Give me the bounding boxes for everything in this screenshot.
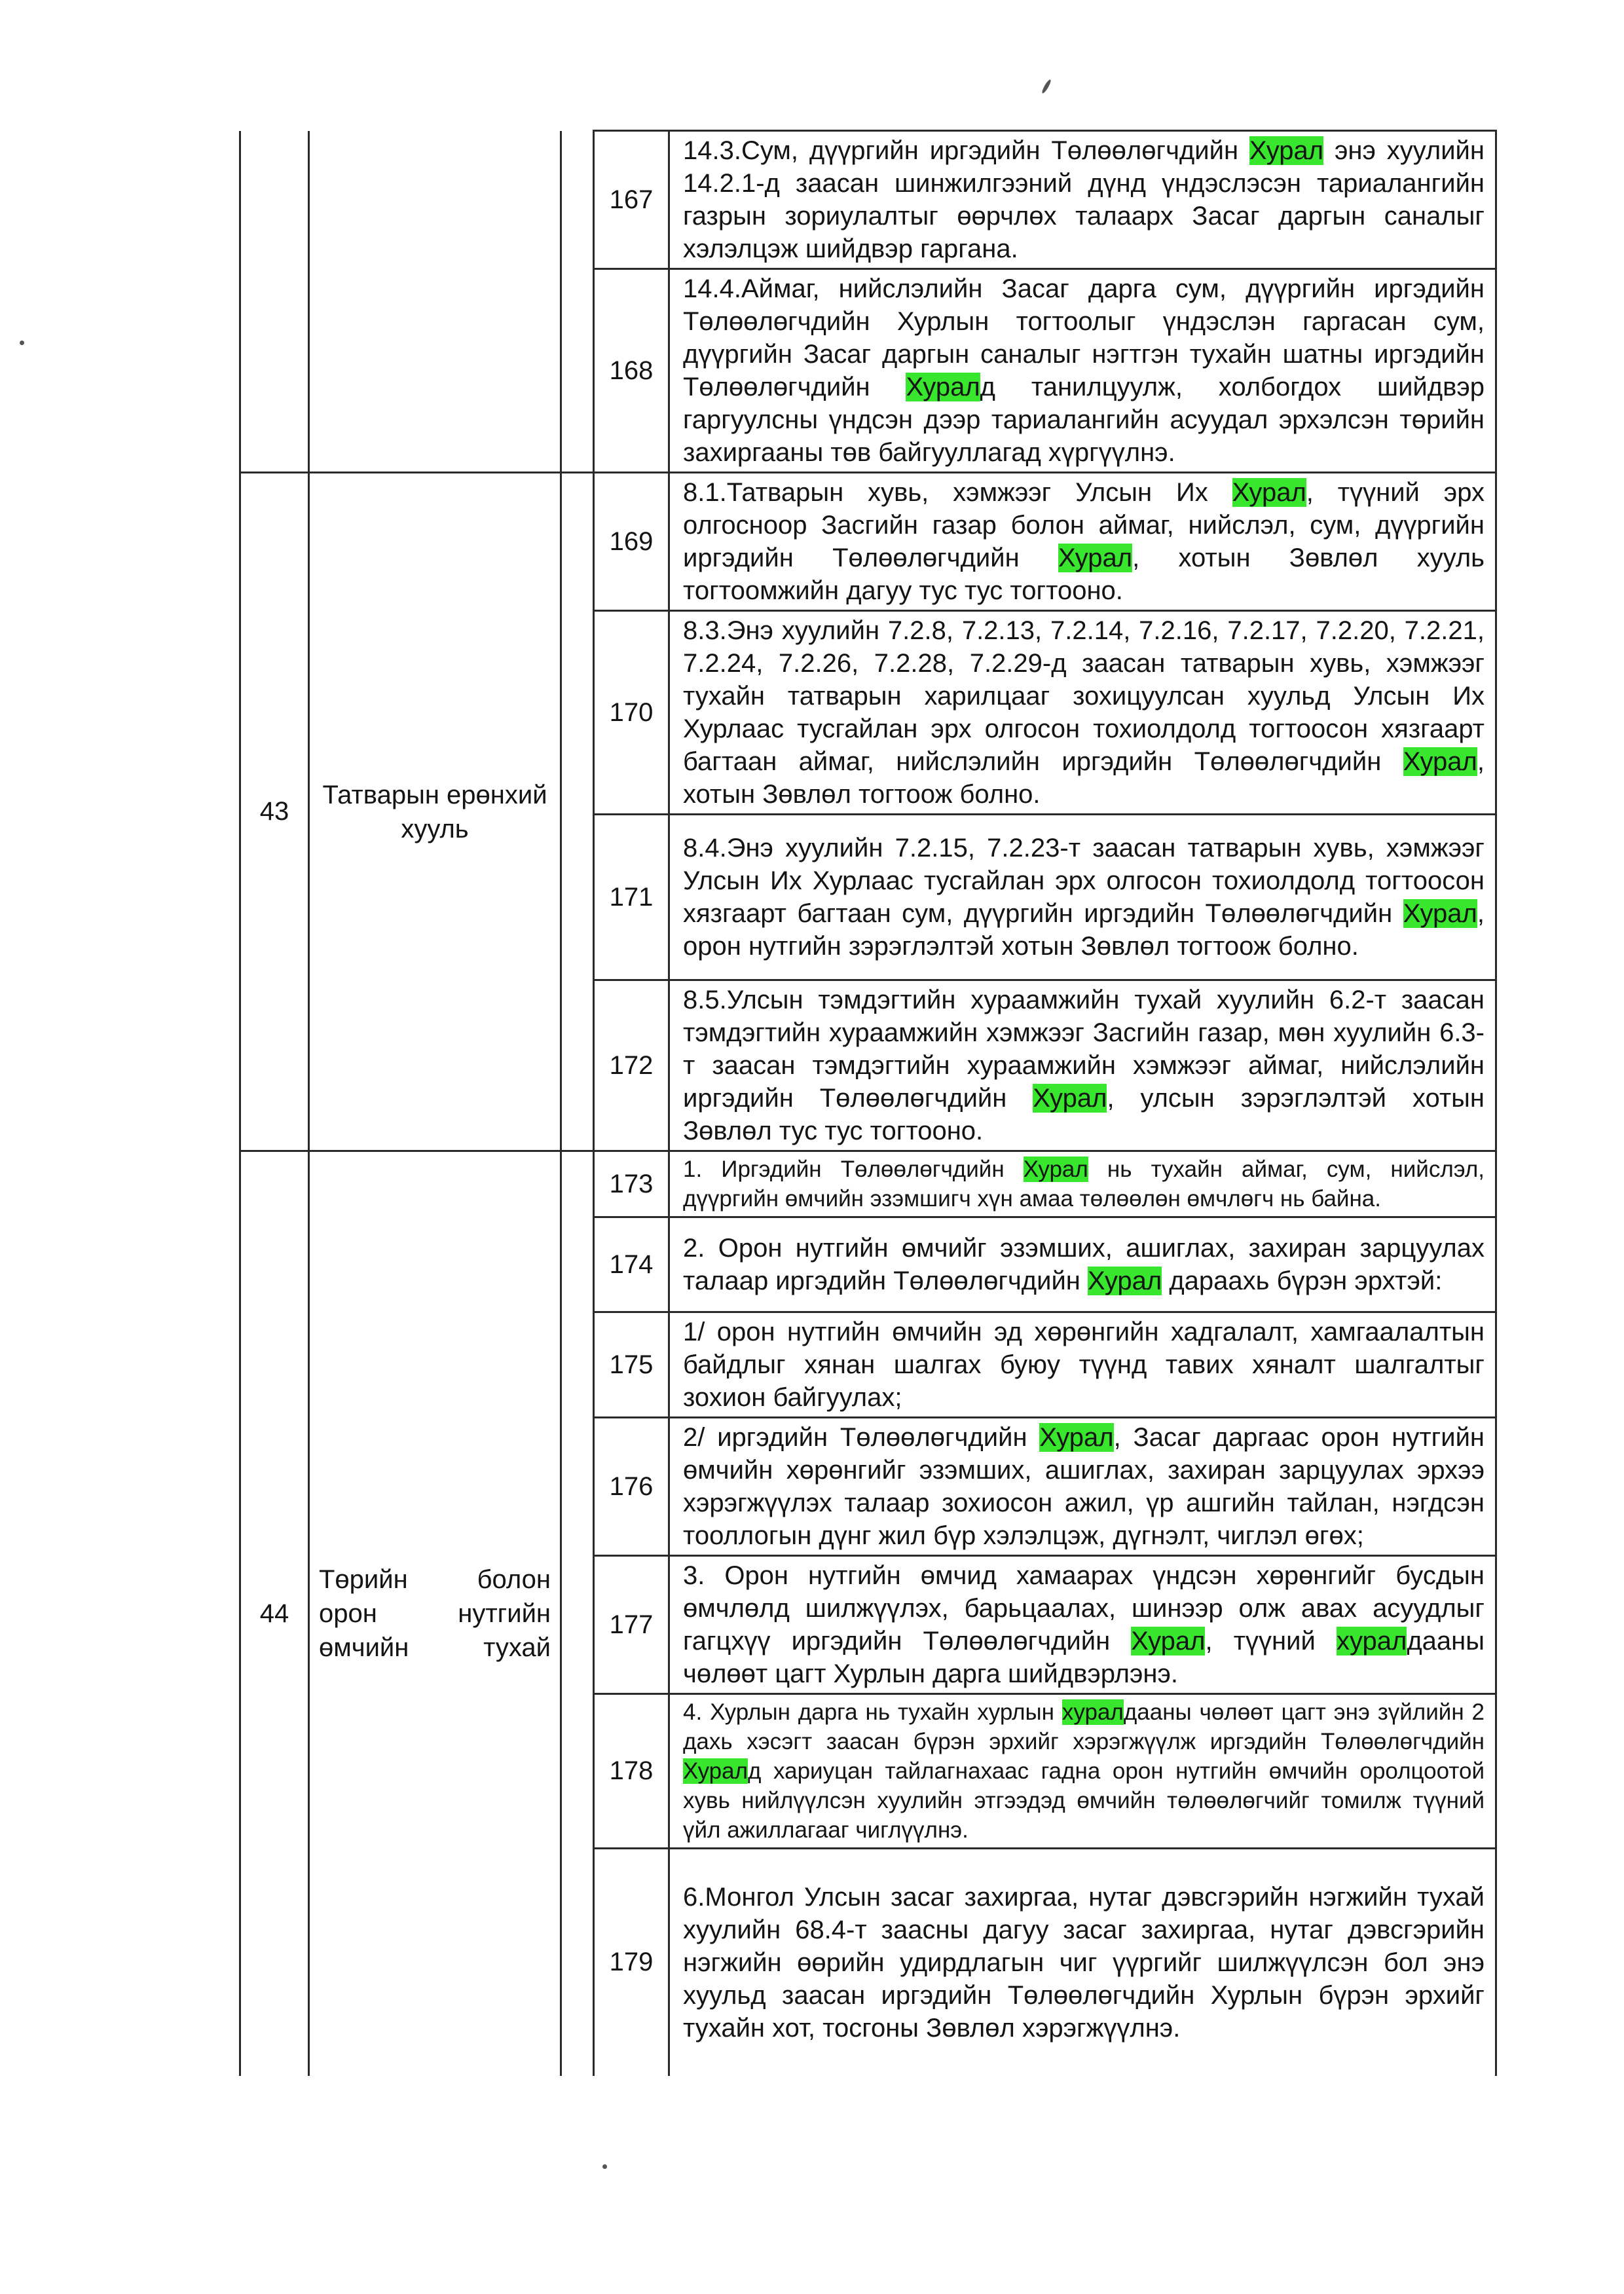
text-fragment: 1/ орон нутгийн өмчийн эд хөрөнгийн хадгалалт, хамгаалалтын байдлыг хянан шалгах буюу түүнд тавих хяналт шалгалтыг зохион байгуулах; <box>683 1318 1485 1412</box>
text-fragment: 8.5.Улсын тэмдэгтийн хураамжийн тухай хуулийн 6.2-т заасан тэмдэгтийн хураамжийн хэмжээг Засгийн газар, мөн хуулийн 6.3-т заасан тэмдэгтийн хураамжийн хэмжээг аймаг, нийслэлийн иргэдийн Төлөөлөгчдийн <box>683 986 1485 1113</box>
row-number: 176 <box>594 1418 669 1556</box>
text-fragment: 8.1.Татварын хувь, хэмжээг Улсын Их <box>683 478 1232 507</box>
highlight-hural: Хурал <box>1039 1423 1114 1452</box>
text-fragment: 1. Иргэдийн Төлөөлөгчдийн <box>683 1156 1024 1182</box>
row-number: 168 <box>594 269 669 473</box>
row-number: 177 <box>594 1556 669 1694</box>
text-fragment: 3. Орон нутгийн өмчид хамаарах үндсэн хөрөнгийг бусдын өмчлөлд шилжүүлэх, барьцаалах, шинээр олж авах асуудлыг гагцхүү иргэдийн Төлөөлөгчдийн <box>683 1561 1485 1656</box>
row-text <box>669 815 1496 980</box>
text-fragment: 4. Хурлын дарга нь тухайн хурлын <box>683 1699 1062 1725</box>
text-fragment: , орон нутгийн зэрэглэлтэй хотын Зөвлөл тогтоож болно. <box>683 899 1485 961</box>
law-title-cell <box>309 131 561 473</box>
row-text <box>669 611 1496 815</box>
row-text <box>669 980 1496 1151</box>
highlight-hural: Хурал <box>1249 136 1324 165</box>
text-fragment: дааны чөлөөт цагт Хурлын дарга шийдвэрлэнэ. <box>683 1627 1485 1688</box>
row-text <box>669 1151 1496 1217</box>
row-text <box>669 1312 1496 1418</box>
highlight-hural: хурал <box>1336 1627 1407 1656</box>
row-text <box>669 1217 1496 1312</box>
law-title-cell: Төрийн болон орон нутгийн өмчийн тухай <box>309 1151 561 2076</box>
row-number: 173 <box>594 1151 669 1217</box>
row-text <box>669 1694 1496 1849</box>
text-fragment: нь тухайн аймаг, сум, нийслэл, дүүргийн өмчийн эзэмшигч хүн амаа төлөөлөн өмчлөгч нь байна. <box>683 1156 1485 1212</box>
text-fragment: дараахь бүрэн эрхтэй: <box>1162 1267 1443 1295</box>
law-number-cell <box>240 131 309 473</box>
text-fragment: 8.3.Энэ хуулийн 7.2.8, 7.2.13, 7.2.14, 7.2.16, 7.2.17, 7.2.20, 7.2.21, 7.2.24, 7.2.26, 7.2.28, 7.2.29-д заасан татварын хувь, хэмжээг тухайн татварын харилцааг зохицуулсан хуульд Улсын Их Хурлаас тусгайлан эрх олгосон тохиолдолд тогтоосон хязгаарт багтаан аймаг, нийслэлийн иргэдийн Төлөөлөгчдийн <box>683 616 1485 776</box>
text-fragment: , хотын Зөвлөл тогтоож болно. <box>683 747 1485 809</box>
highlight-hural: хурал <box>1061 1699 1124 1725</box>
row-number: 171 <box>594 815 669 980</box>
scan-speck <box>1041 79 1052 94</box>
text-fragment: , хотын Зөвлөл хууль тогтоомжийн дагуу тус тус тогтооно. <box>683 544 1485 605</box>
table-row <box>240 1151 1496 1217</box>
row-text <box>669 131 1496 269</box>
text-fragment: 14.4.Аймаг, нийслэлийн Засаг дарга сум, дүүргийн иргэдийн Төлөөлөгчдийн Хурлын тогтоолыг үндэслэн гаргасан сум, дүүргийн Засаг даргын саналыг нэгтгэн тухайн шатны иргэдийн Төлөөлөгчдийн <box>683 274 1485 401</box>
text-fragment: , түүний эрх олгосноор Засгийн газар болон аймаг, нийслэл, сум, дүүргийн иргэдийн Төлөөлөгчдийн <box>683 478 1485 572</box>
row-number: 169 <box>594 473 669 611</box>
highlight-hural: Хурал <box>1131 1627 1206 1656</box>
highlight-hural: Хурал <box>1088 1267 1162 1295</box>
table-row <box>240 131 1496 269</box>
row-text <box>669 269 1496 473</box>
highlight-hural: Хурал <box>1403 747 1477 776</box>
highlight-hural: Хурал <box>1033 1084 1107 1113</box>
row-number: 174 <box>594 1217 669 1312</box>
highlight-hural: Хурал <box>683 1758 748 1784</box>
row-number: 170 <box>594 611 669 815</box>
text-fragment: энэ хуулийн 14.2.1-д заасан шинжилгээний дүнд үндэслэсэн тариалангийн газрын зориулалтыг өөрчлөх талаарх Засаг даргын саналыг хэлэлцэж шийдвэр гаргана. <box>683 136 1485 263</box>
row-number: 172 <box>594 980 669 1151</box>
highlight-hural: Хурал <box>1058 544 1133 572</box>
law-number-cell: 43 <box>240 473 309 1151</box>
law-title-cell: Татварын ерөнхий хууль <box>309 473 561 1151</box>
row-number: 175 <box>594 1312 669 1418</box>
row-number: 167 <box>594 131 669 269</box>
text-fragment: д хариуцан тайлагнахаас гадна орон нутгийн өмчийн оролцоотой хувь нийлүүлсэн хуулийн этгээдэд өмчийн төлөөлөгчийг томилж түүний үйл ажиллагааг чиглүүлнэ. <box>683 1758 1485 1843</box>
text-fragment: , улсын зэрэглэлтэй хотын Зөвлөл тус тус тогтооно. <box>683 1084 1485 1145</box>
law-provisions-table <box>239 130 1497 2076</box>
text-fragment: 2. Орон нутгийн өмчийг эзэмших, ашиглах, захиран зарцуулах талаар иргэдийн Төлөөлөгчдийн <box>683 1234 1485 1295</box>
highlight-hural: Хурал <box>1023 1156 1088 1182</box>
highlight-hural: Хурал <box>1232 478 1306 507</box>
highlight-hural: Хурал <box>1403 899 1477 928</box>
text-fragment: 2/ иргэдийн Төлөөлөгчдийн <box>683 1423 1040 1452</box>
text-fragment: 8.4.Энэ хуулийн 7.2.15, 7.2.23-т заасан татварын хувь, хэмжээг Улсын Их Хурлаас тусгайлан эрх олгосон тохиолдолд тогтоосон хязгаарт багтаан сум, дүүргийн иргэдийн Төлөөлөгчдийн <box>683 834 1485 928</box>
row-text <box>669 473 1496 611</box>
text-fragment: 6.Монгол Улсын засаг захиргаа, нутаг дэвсгэрийн нэгжийн тухай хуулийн 68.4-т заасны дагуу засаг захиргаа, нутаг дэвсгэрийн нэгжийн өөрийн удирдлагын чиг үүргийг шилжүүлсэн бол энэ хуульд заасан иргэдийн Төлөөлөгчдийн Хурлын бүрэн эрхийг тухайн хот, тосгоны Зөвлөл хэрэгжүүлнэ. <box>683 1882 1485 2043</box>
text-fragment: дааны чөлөөт цагт энэ зүйлийн 2 дахь хэсэгт заасан бүрэн эрхийг хэрэгжүүлж иргэдийн Төлөөлөгчдийн <box>683 1699 1485 1754</box>
scan-speck <box>20 341 24 345</box>
row-text <box>669 1849 1496 2076</box>
highlight-hural: Хурал <box>906 373 980 401</box>
row-text <box>669 1418 1496 1556</box>
text-fragment: д танилцуулж, холбогдох шийдвэр гаргуулсны үндсэн дээр тариалангийн асуудал эрхэлсэн төрийн захиргааны төв байгууллагад хүргүүлнэ. <box>683 373 1485 467</box>
text-fragment: , Засаг даргаас орон нутгийн өмчийн хөрөнгийг эзэмших, ашиглах, захиран зарцуулах эрхээ хэрэгжүүлэх талаар зохиосон ажил, үр ашгийн тайлан, нэгдсэн тооллогын дүнг жил бүр хэлэлцэж, дүгнэлт, чиглэл өгөх; <box>683 1423 1485 1550</box>
row-number: 179 <box>594 1849 669 2076</box>
row-text <box>669 1556 1496 1694</box>
text-fragment: 14.3.Сум, дүүргийн иргэдийн Төлөөлөгчдийн <box>683 136 1249 165</box>
text-fragment: , түүний <box>1205 1627 1337 1656</box>
law-number-cell: 44 <box>240 1151 309 2076</box>
scan-speck <box>602 2164 607 2169</box>
table-row <box>240 473 1496 611</box>
row-number: 178 <box>594 1694 669 1849</box>
